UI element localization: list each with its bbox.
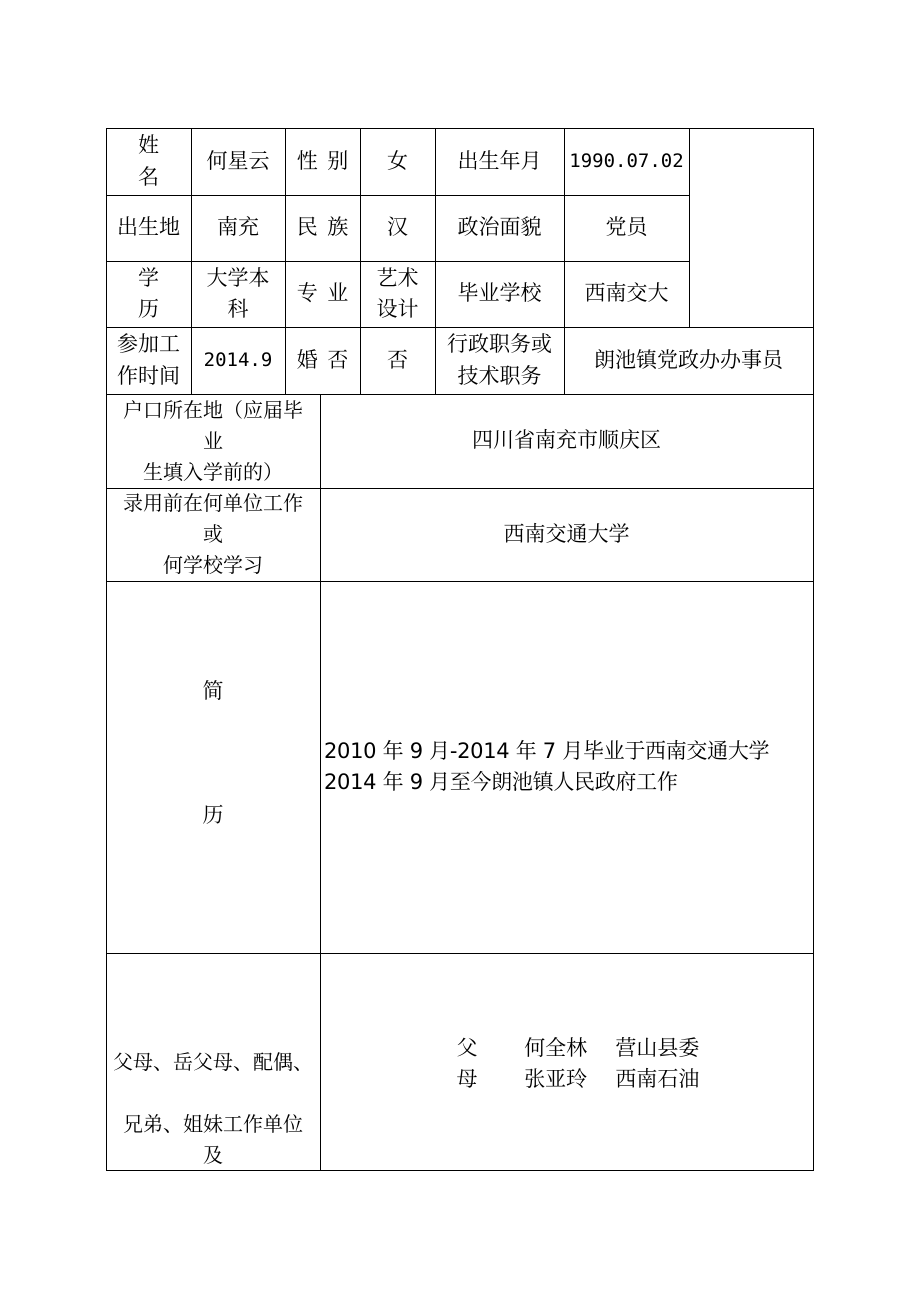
photo-area xyxy=(689,128,813,327)
education-label: 学历 xyxy=(137,265,178,321)
graduate-school-value: 西南交大 xyxy=(584,281,669,306)
graduate-school-label: 毕业学校 xyxy=(457,281,542,306)
position-label-line: 行政职务或 xyxy=(447,332,552,356)
registration-form xyxy=(106,128,814,1171)
position-label xyxy=(435,327,564,394)
major-value-line: 设计 xyxy=(376,297,419,321)
prior-label-line: 何学校学习 xyxy=(163,553,263,577)
political-status-value: 党员 xyxy=(605,215,648,240)
gender-value: 女 xyxy=(387,148,408,173)
family-label xyxy=(106,953,320,1170)
birth-date-label: 出生年月 xyxy=(457,148,542,173)
family-relation: 父 xyxy=(456,1036,478,1060)
family-workplace: 营山县委 xyxy=(615,1036,700,1060)
resume-label xyxy=(106,581,320,953)
major-value-line: 艺术 xyxy=(376,265,419,290)
family-workplace: 西南石油 xyxy=(615,1067,700,1091)
name-label: 姓名 xyxy=(137,133,178,189)
prior-label-line: 或 xyxy=(203,522,223,546)
family-row xyxy=(438,1064,699,1096)
work-start-label-line: 作时间 xyxy=(117,363,180,388)
hukou-label xyxy=(106,394,320,488)
prior-label xyxy=(106,488,320,581)
family-value xyxy=(320,953,813,1170)
family-relation: 母 xyxy=(456,1067,478,1091)
family-member-name: 张亚玲 xyxy=(524,1067,588,1091)
work-start-label-line: 参加工 xyxy=(117,332,180,356)
hukou-label-line: 业 xyxy=(203,428,223,453)
hukou-value: 四川省南充市顺庆区 xyxy=(472,428,661,453)
prior-value: 西南交通大学 xyxy=(503,521,630,546)
name-value: 何星云 xyxy=(206,148,270,173)
work-start-value: 2014.9 xyxy=(203,349,273,372)
family-label-line: 父母、岳父母、配偶、 xyxy=(113,1050,313,1074)
education-value xyxy=(191,261,285,327)
ethnicity-label: 民族 xyxy=(296,215,358,240)
hukou-label-line: 户口所在地（应届毕 xyxy=(123,397,303,422)
resume-label-char: 简 xyxy=(202,679,224,703)
hukou-label-line: 生填入学前的） xyxy=(143,459,283,484)
birthplace-value: 南充 xyxy=(217,215,259,240)
prior-label-line: 录用前在何单位工作 xyxy=(123,491,303,515)
major-label: 专业 xyxy=(296,281,358,306)
education-value-line: 大学本 xyxy=(206,265,270,290)
major-value xyxy=(360,261,435,327)
marital-label: 婚否 xyxy=(296,347,358,372)
work-start-label xyxy=(106,327,191,394)
family-member-name: 何全林 xyxy=(524,1036,588,1060)
education-value-line: 科 xyxy=(227,297,249,321)
birthplace-label: 出生地 xyxy=(117,215,180,240)
grid-line xyxy=(813,128,814,1171)
resume-value xyxy=(320,581,813,953)
resume-line: 2010 年 9 月-2014 年 7 月毕业于西南交通大学 xyxy=(324,738,770,763)
family-row xyxy=(438,1033,699,1065)
birth-date-value: 1990.07.02 xyxy=(569,150,684,173)
resume-label-char: 历 xyxy=(202,803,224,827)
grid-line xyxy=(106,1170,814,1171)
position-label-line: 技术职务 xyxy=(457,363,542,388)
family-label-line: 兄弟、姐妹工作单位 xyxy=(123,1112,303,1136)
political-status-label: 政治面貌 xyxy=(457,215,542,240)
family-label-line: 及 xyxy=(203,1143,223,1167)
position-value: 朗池镇党政办办事员 xyxy=(594,347,783,372)
gender-label: 性别 xyxy=(296,148,358,173)
marital-value: 否 xyxy=(387,347,408,372)
ethnicity-value: 汉 xyxy=(387,215,408,240)
resume-line: 2014 年 9 月至今朗池镇人民政府工作 xyxy=(324,770,678,794)
